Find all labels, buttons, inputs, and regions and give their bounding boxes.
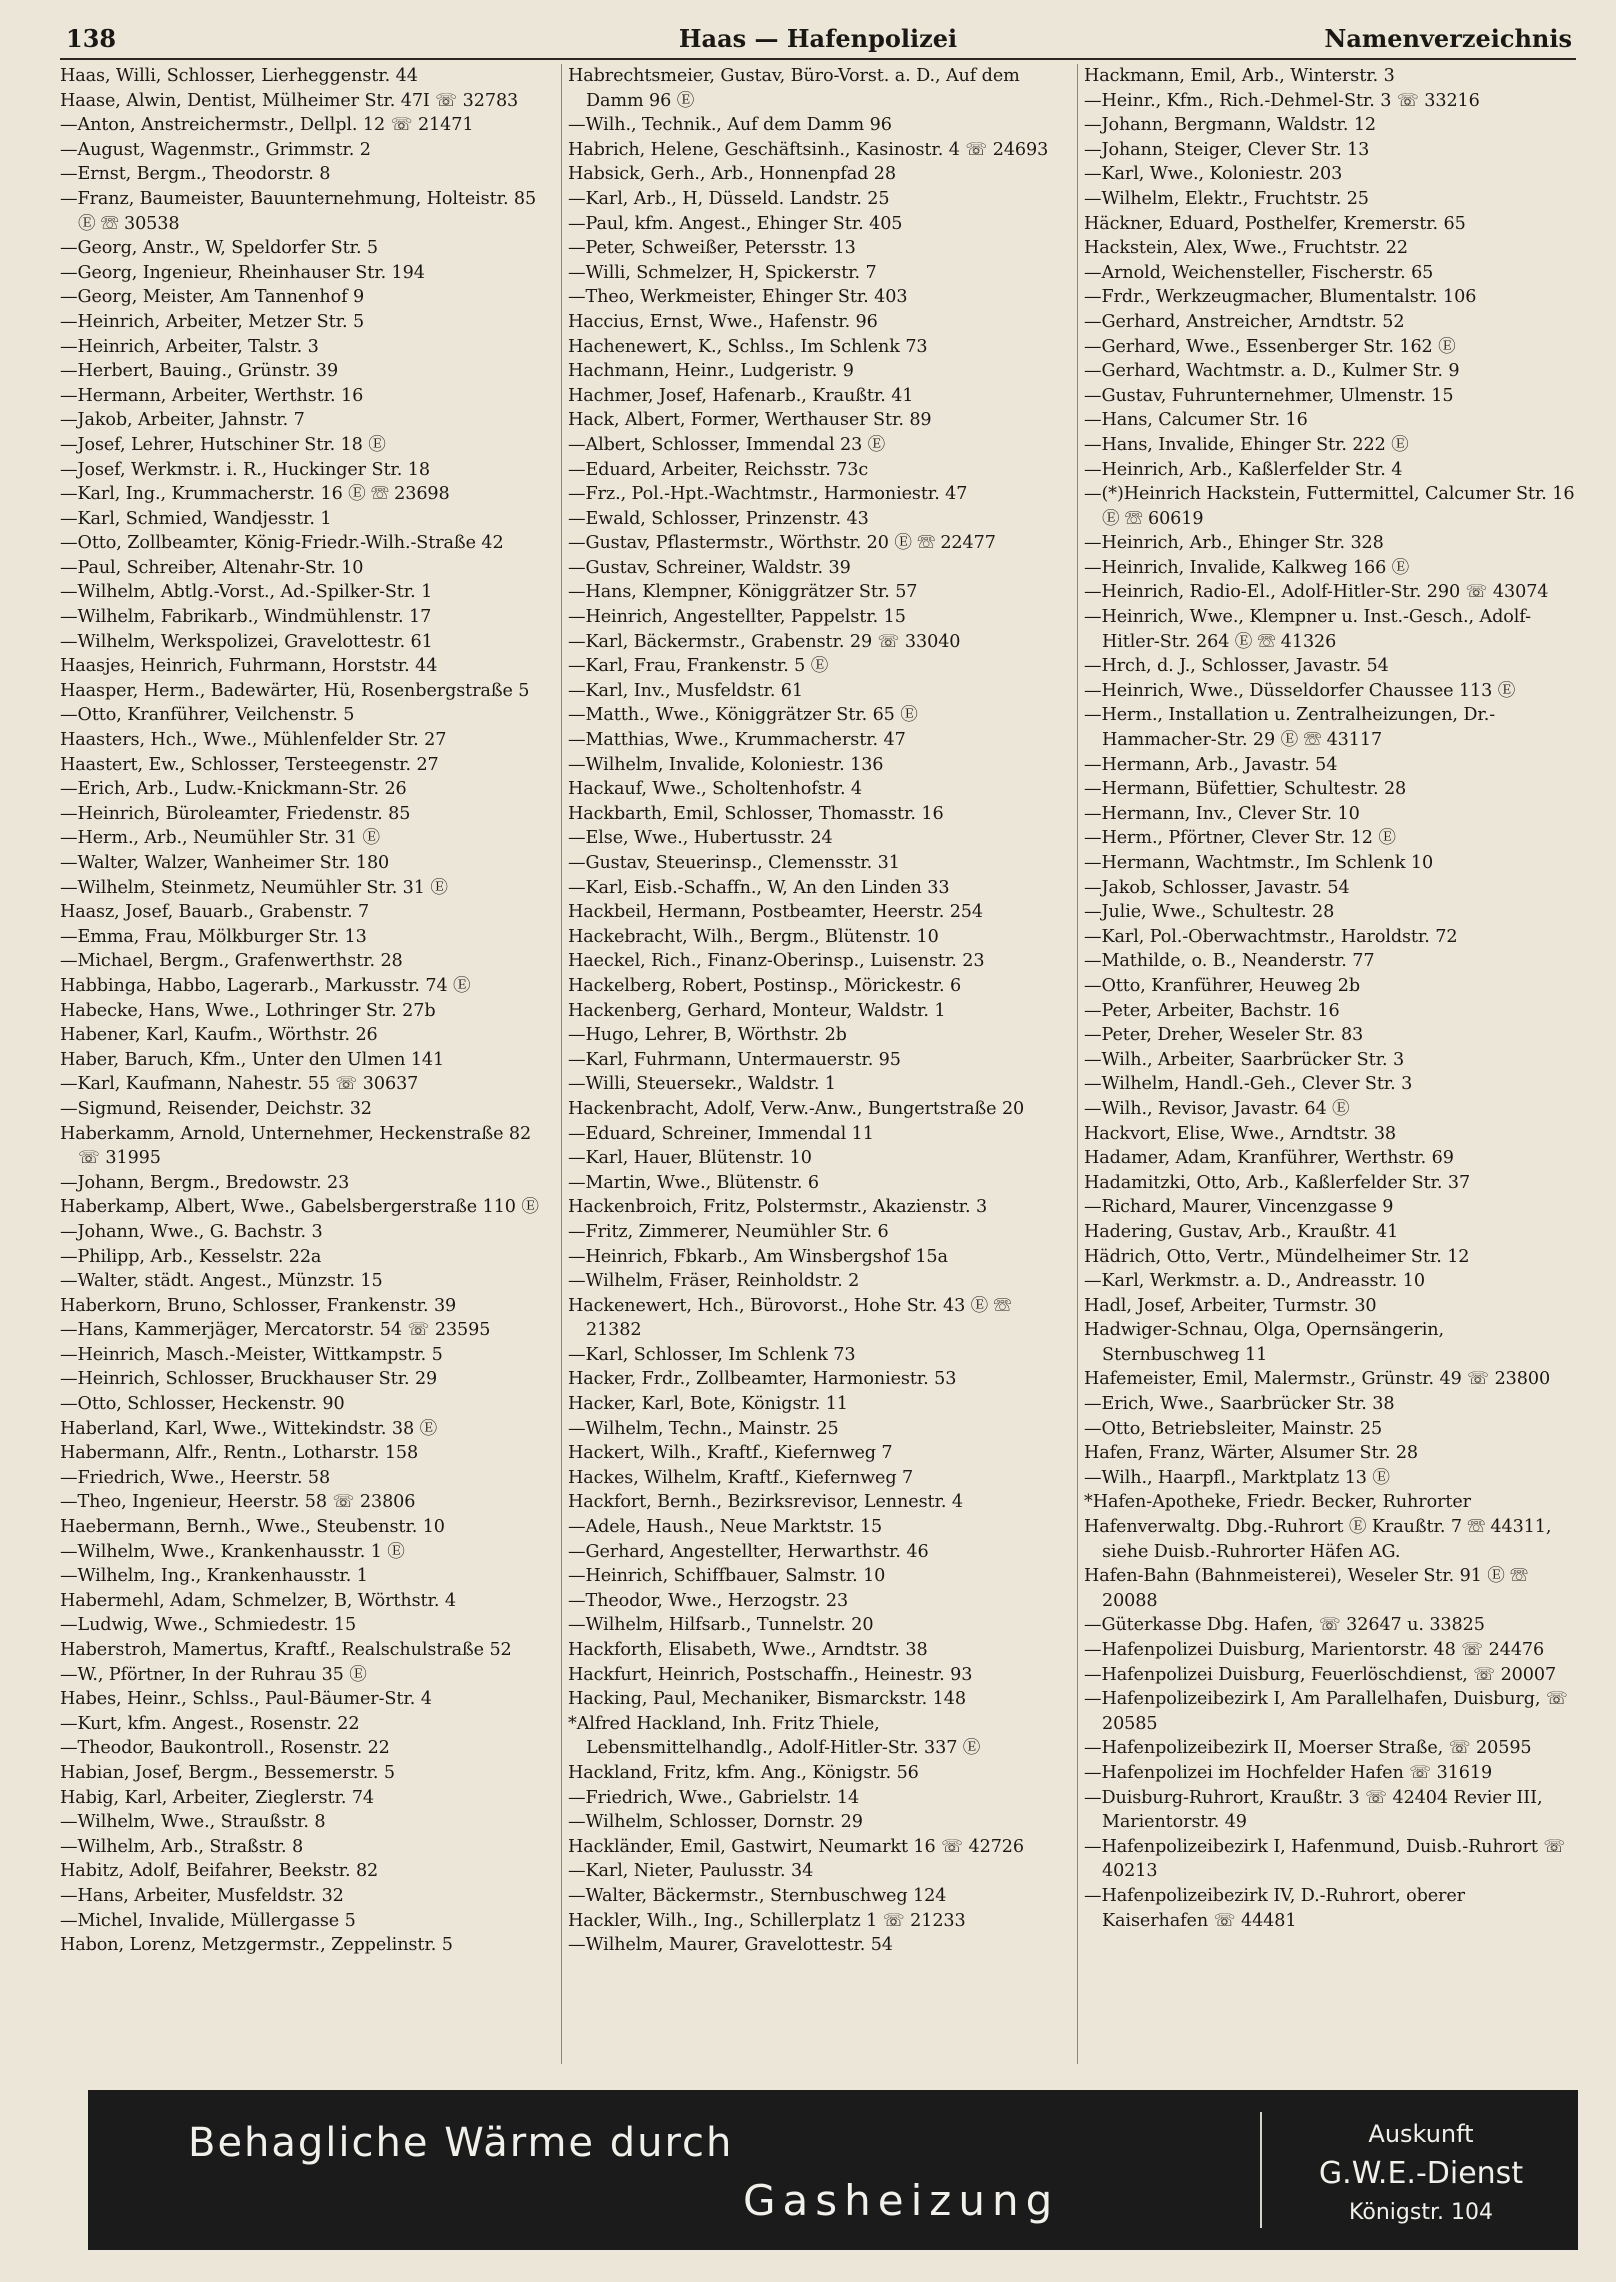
- directory-entry: Hackfort, Bernh., Bezirksrevisor, Lennestr. 4: [568, 1492, 963, 1513]
- directory-entry: —Gerhard, Anstreicher, Arndtstr. 52: [1084, 311, 1405, 332]
- directory-entry: —Karl, Ing., Krummacherstr. 16 Ⓔ ☏ 23698: [60, 484, 450, 505]
- directory-entry: Hafen-Bahn (Bahnmeisterei), Weseler Str. 91 Ⓔ ☏ 20088: [1084, 1566, 1528, 1611]
- directory-entry: Hackforth, Elisabeth, Wwe., Arndtstr. 38: [568, 1640, 928, 1660]
- column-divider: [561, 64, 562, 2064]
- directory-entry: *Hafen-Apotheke, Friedr. Becker, Ruhrorter: [1084, 1492, 1471, 1513]
- directory-entry: Hafen, Franz, Wärter, Alsumer Str. 28: [1084, 1443, 1419, 1464]
- ad-address: Königstr. 104: [1349, 2200, 1493, 2225]
- directory-entry: —Wilhelm, Abtlg.-Vorst., Ad.-Spilker-Str. 1: [60, 582, 433, 603]
- directory-entry: —Heinrich, Arbeiter, Talstr. 3: [60, 336, 319, 357]
- directory-entry: —Erich, Arb., Ludw.-Knickmann-Str. 26: [60, 779, 407, 800]
- directory-entry: Hackenbroich, Fritz, Polstermstr., Akazienstr. 3: [568, 1197, 988, 1218]
- directory-entry: —Peter, Schweißer, Petersstr. 13: [568, 238, 856, 259]
- directory-entry: —Karl, Inv., Musfeldstr. 61: [568, 680, 803, 701]
- ad-info-label: Auskunft: [1368, 2120, 1474, 2148]
- directory-entry: Habian, Josef, Bergm., Bessemerstr. 5: [60, 1762, 395, 1783]
- directory-entry: Haberkamp, Albert, Wwe., Gabelsbergerstraße 110 Ⓔ: [60, 1197, 539, 1218]
- directory-entry: Haasters, Hch., Wwe., Mühlenfelder Str. 27: [60, 730, 447, 751]
- directory-entry: —Josef, Werkmstr. i. R., Huckinger Str. 18: [60, 459, 430, 480]
- directory-entry: —Willi, Schmelzer, H, Spickerstr. 7: [568, 262, 877, 283]
- column-divider: [1077, 64, 1078, 2064]
- directory-entry: —Heinrich, Radio-El., Adolf-Hitler-Str. 290 ☏ 43074: [1084, 582, 1549, 603]
- directory-entry: —Jakob, Arbeiter, Jahnstr. 7: [60, 410, 305, 431]
- directory-entry: —Heinrich, Masch.-Meister, Wittkampstr. 5: [60, 1344, 443, 1365]
- directory-entry: Habrechtsmeier, Gustav, Büro-Vorst. a. D., Auf dem Damm 96 Ⓔ: [568, 66, 1020, 111]
- directory-entry: —Wilhelm, Fabrikarb., Windmühlenstr. 17: [60, 607, 432, 628]
- directory-entry: —Willi, Steuersekr., Waldstr. 1: [568, 1074, 836, 1095]
- directory-entry: —Hafenpolizeibezirk IV, D.-Ruhrort, oberer Kaiserhafen ☏ 44481: [1084, 1885, 1465, 1931]
- directory-entry: Habermehl, Adam, Schmelzer, B, Wörthstr. 4: [60, 1590, 456, 1611]
- directory-entry: —Martin, Wwe., Blütenstr. 6: [568, 1172, 820, 1193]
- directory-entry: —Hugo, Lehrer, B, Wörthstr. 2b: [568, 1025, 847, 1046]
- directory-entry: Hackland, Fritz, kfm. Ang., Königstr. 56: [568, 1762, 919, 1783]
- directory-entry: —Hermann, Wachtmstr., Im Schlenk 10: [1084, 853, 1434, 873]
- directory-entry: —Friedrich, Wwe., Heerstr. 58: [60, 1467, 331, 1488]
- directory-entry: —Wilh., Arbeiter, Saarbrücker Str. 3: [1084, 1049, 1405, 1070]
- directory-entry: Habbinga, Habbo, Lagerarb., Markusstr. 74 Ⓔ: [60, 975, 471, 996]
- directory-entry: Hadl, Josef, Arbeiter, Turmstr. 30: [1084, 1295, 1377, 1316]
- directory-entry: Hackländer, Emil, Gastwirt, Neumarkt 16 ☏ 42726: [568, 1836, 1024, 1857]
- directory-entry: —Güterkasse Dbg. Hafen, ☏ 32647 u. 33825: [1084, 1615, 1485, 1636]
- directory-entry: —Adele, Haush., Neue Marktstr. 15: [568, 1517, 883, 1538]
- directory-entry: —Otto, Kranführer, Heuweg 2b: [1084, 975, 1361, 996]
- directory-entry: Hacker, Frdr., Zollbeamter, Harmoniestr. 53: [568, 1369, 957, 1390]
- directory-entry: —Gerhard, Wachtmstr. a. D., Kulmer Str. 9: [1084, 361, 1460, 382]
- directory-entry: Habecke, Hans, Wwe., Lothringer Str. 27b: [60, 1000, 436, 1021]
- directory-entry: —Gustav, Schreiner, Waldstr. 39: [568, 557, 851, 578]
- directory-entry: —Otto, Betriebsleiter, Mainstr. 25: [1084, 1418, 1383, 1439]
- directory-entry: —Emma, Frau, Mölkburger Str. 13: [60, 926, 367, 947]
- directory-entry: Hacking, Paul, Mechaniker, Bismarckstr. 148: [568, 1689, 966, 1710]
- directory-entry: Hafemeister, Emil, Malermstr., Grünstr. 49 ☏ 23800: [1084, 1369, 1551, 1390]
- directory-entry: —Gustav, Fuhrunternehmer, Ulmenstr. 15: [1084, 385, 1454, 406]
- directory-entry: —August, Wagenmstr., Grimmstr. 2: [60, 139, 371, 160]
- directory-entry: —Otto, Schlosser, Heckenstr. 90: [60, 1394, 345, 1415]
- directory-entry: Hachmann, Heinr., Ludgeristr. 9: [568, 361, 854, 382]
- directory-entry: Haberstroh, Mamertus, Kraftf., Realschulstraße 52: [60, 1640, 512, 1660]
- directory-entry: Haberland, Karl, Wwe., Wittekindstr. 38 Ⓔ: [60, 1418, 438, 1439]
- directory-entry: —Wilh., Revisor, Javastr. 64 Ⓔ: [1084, 1098, 1350, 1119]
- directory-entry: —Wilhelm, Maurer, Gravelottestr. 54: [568, 1935, 893, 1956]
- directory-entry: Hack, Albert, Former, Werthauser Str. 89: [568, 410, 932, 431]
- directory-entry: —Georg, Anstr., W, Speldorfer Str. 5: [60, 238, 379, 259]
- directory-entry: —Karl, Nieter, Paulusstr. 34: [568, 1861, 814, 1882]
- directory-entry: —Heinrich, Arb., Kaßlerfelder Str. 4: [1084, 459, 1403, 480]
- directory-entry: Hachenewert, K., Schlss., Im Schlenk 73: [568, 336, 928, 357]
- directory-entry: —Albert, Schlosser, Immendal 23 Ⓔ: [568, 434, 886, 455]
- page-number: 138: [66, 24, 117, 53]
- directory-entry: —Friedrich, Wwe., Gabrielstr. 14: [568, 1787, 860, 1808]
- directory-entry: —Josef, Lehrer, Hutschiner Str. 18 Ⓔ: [60, 434, 386, 455]
- directory-entry: —Theo, Werkmeister, Ehinger Str. 403: [568, 287, 908, 308]
- directory-entry: Hackfurt, Heinrich, Postschaffn., Heinestr. 93: [568, 1664, 973, 1685]
- ad-divider: [1260, 2112, 1262, 2228]
- directory-entry: —Georg, Ingenieur, Rheinhauser Str. 194: [60, 262, 425, 283]
- directory-entry: —Karl, Kaufmann, Nahestr. 55 ☏ 30637: [60, 1074, 419, 1095]
- directory-entry: —Franz, Baumeister, Bauunternehmung, Holteistr. 85 Ⓔ ☏ 30538: [60, 188, 537, 234]
- directory-entry: —Wilhelm, Steinmetz, Neumühler Str. 31 Ⓔ: [60, 877, 448, 898]
- directory-entry: Haccius, Ernst, Wwe., Hafenstr. 96: [568, 311, 878, 332]
- directory-entry: —Matthias, Wwe., Krummacherstr. 47: [568, 730, 906, 751]
- directory-entry: Haasjes, Heinrich, Fuhrmann, Horststr. 44: [60, 656, 438, 677]
- directory-entry: Hackenewert, Hch., Bürovorst., Hohe Str. 43 Ⓔ ☏ 21382: [568, 1295, 1012, 1341]
- directory-entry: Hadwiger-Schnau, Olga, Opernsängerin, Sternbuschweg 11: [1084, 1320, 1444, 1365]
- directory-entry: —Otto, Kranführer, Veilchenstr. 5: [60, 705, 355, 726]
- directory-entry: Hadamitzki, Otto, Arb., Kaßlerfelder Str. 37: [1084, 1172, 1471, 1193]
- directory-entry: Hachmer, Josef, Hafenarb., Kraußtr. 41: [568, 385, 914, 406]
- directory-entry: —Ewald, Schlosser, Prinzenstr. 43: [568, 508, 869, 529]
- directory-entry: —Heinrich, Schiffbauer, Salmstr. 10: [568, 1566, 886, 1587]
- directory-entry: —Wilh., Technik., Auf dem Damm 96: [568, 115, 892, 136]
- directory-entry: —Else, Wwe., Hubertusstr. 24: [568, 828, 833, 849]
- directory-entry: —Heinrich, Büroleamter, Friedenstr. 85: [60, 803, 411, 824]
- directory-entry: Hackbarth, Emil, Schlosser, Thomasstr. 16: [568, 803, 944, 824]
- directory-entry: —Michel, Invalide, Müllergasse 5: [60, 1910, 356, 1931]
- directory-entry: —Wilhelm, Fräser, Reinholdstr. 2: [568, 1271, 860, 1292]
- directory-entry: —Fritz, Zimmerer, Neumühler Str. 6: [568, 1221, 889, 1242]
- directory-entry: —Richard, Maurer, Vincenzgasse 9: [1084, 1197, 1394, 1218]
- directory-entry: —Theodor, Wwe., Herzogstr. 23: [568, 1590, 849, 1611]
- directory-entry: —Karl, Eisb.-Schaffn., W, An den Linden 33: [568, 877, 950, 898]
- directory-entry: Haastert, Ew., Schlosser, Tersteegenstr. 27: [60, 754, 439, 775]
- directory-entry: —Wilh., Haarpfl., Marktplatz 13 Ⓔ: [1084, 1467, 1390, 1488]
- directory-entry: Haasz, Josef, Bauarb., Grabenstr. 7: [60, 902, 370, 923]
- gas-heating-advertisement: [88, 2090, 1578, 2250]
- directory-entry: —Sigmund, Reisender, Deichstr. 32: [60, 1098, 372, 1119]
- directory-entry: Haber, Baruch, Kfm., Unter den Ulmen 141: [60, 1049, 445, 1070]
- directory-entry: —Wilhelm, Hilfsarb., Tunnelstr. 20: [568, 1615, 874, 1636]
- directory-entry: Hadering, Gustav, Arb., Kraußtr. 41: [1084, 1221, 1399, 1242]
- directory-entry: —Herm., Arb., Neumühler Str. 31 Ⓔ: [60, 828, 380, 849]
- directory-entry: Haeckel, Rich., Finanz-Oberinsp., Luisenstr. 23: [568, 951, 985, 972]
- directory-entry: —Wilhelm, Wwe., Krankenhausstr. 1 Ⓔ: [60, 1541, 405, 1562]
- directory-entry: Hackenbracht, Adolf, Verw.-Anw., Bungertstraße 20: [568, 1098, 1025, 1119]
- directory-entry: —Walter, Walzer, Wanheimer Str. 180: [60, 853, 390, 873]
- directory-entry: —Hermann, Inv., Clever Str. 10: [1084, 803, 1360, 824]
- directory-entry: —Paul, kfm. Angest., Ehinger Str. 405: [568, 213, 903, 234]
- directory-entry: —Hafenpolizei Duisburg, Feuerlöschdienst, ☏ 20007: [1084, 1664, 1557, 1685]
- directory-entry: —Karl, Wwe., Koloniestr. 203: [1084, 164, 1343, 185]
- directory-entry: Haase, Alwin, Dentist, Mülheimer Str. 47I ☏ 32783: [60, 90, 519, 111]
- directory-entry: Hackes, Wilhelm, Kraftf., Kiefernweg 7: [568, 1467, 914, 1488]
- directory-entry: Hädrich, Otto, Vertr., Mündelheimer Str. 12: [1084, 1246, 1470, 1267]
- directory-entry: —Johann, Steiger, Clever Str. 13: [1084, 139, 1370, 160]
- directory-entry: —Hafenpolizeibezirk II, Moerser Straße, ☏ 20595: [1084, 1738, 1532, 1759]
- directory-entry: —Heinrich, Schlosser, Bruckhauser Str. 29: [60, 1369, 438, 1390]
- directory-entry: —Georg, Meister, Am Tannenhof 9: [60, 287, 365, 308]
- directory-entry: Habes, Heinr., Schlss., Paul-Bäumer-Str. 4: [60, 1689, 432, 1710]
- directory-column-1: [60, 64, 556, 2064]
- directory-entry: —Hans, Calcumer Str. 16: [1084, 410, 1308, 431]
- directory-entry: —Wilhelm, Elektr., Fruchtstr. 25: [1084, 188, 1369, 209]
- directory-entry: Habon, Lorenz, Metzgermstr., Zeppelinstr. 5: [60, 1935, 453, 1956]
- directory-entry: Hafenverwaltg. Dbg.-Ruhrort Ⓔ Kraußtr. 7 ☏ 44311, siehe Duisb.-Ruhrorter Häfen AG.: [1084, 1517, 1552, 1562]
- directory-entry: —Karl, Bäckermstr., Grabenstr. 29 ☏ 33040: [568, 631, 961, 652]
- directory-entry: Hackstein, Alex, Wwe., Fruchtstr. 22: [1084, 238, 1408, 259]
- directory-entry: —Heinrich, Wwe., Düsseldorfer Chaussee 113 Ⓔ: [1084, 680, 1516, 701]
- directory-entry: —Johann, Bergmann, Waldstr. 12: [1084, 115, 1377, 136]
- directory-entry: —Peter, Dreher, Weseler Str. 83: [1084, 1025, 1364, 1046]
- directory-entry: —Hafenpolizeibezirk I, Am Parallelhafen, Duisburg, ☏ 20585: [1084, 1689, 1568, 1734]
- directory-entry: —Hermann, Arbeiter, Werthstr. 16: [60, 385, 364, 406]
- directory-entry: —Herm., Pförtner, Clever Str. 12 Ⓔ: [1084, 828, 1396, 849]
- directory-entry: —Hans, Invalide, Ehinger Str. 222 Ⓔ: [1084, 434, 1409, 455]
- directory-entry: —Karl, Arb., H, Düsseld. Landstr. 25: [568, 188, 890, 209]
- directory-entry: Haasper, Herm., Badewärter, Hü, Rosenbergstraße 5: [60, 680, 530, 701]
- directory-entry: —Hafenpolizeibezirk I, Hafenmund, Duisb.-Ruhrort ☏ 40213: [1084, 1836, 1566, 1882]
- directory-entry: —Hafenpolizei im Hochfelder Hafen ☏ 31619: [1084, 1762, 1493, 1783]
- directory-entry: —Wilhelm, Techn., Mainstr. 25: [568, 1418, 839, 1439]
- directory-entry: —Hans, Arbeiter, Musfeldstr. 32: [60, 1885, 344, 1906]
- directory-entry: Hackmann, Emil, Arb., Winterstr. 3: [1084, 66, 1395, 86]
- directory-entry: —Mathilde, o. B., Neanderstr. 77: [1084, 951, 1375, 972]
- directory-entry: —Hafenpolizei Duisburg, Marientorstr. 48 ☏ 24476: [1084, 1640, 1545, 1660]
- directory-entry: Haebermann, Bernh., Wwe., Steubenstr. 10: [60, 1517, 445, 1538]
- directory-entry: —Gerhard, Wwe., Essenberger Str. 162 Ⓔ: [1084, 336, 1456, 357]
- directory-entry: —Walter, Bäckermstr., Sternbuschweg 124: [568, 1885, 947, 1906]
- directory-entry: —Heinrich, Fbkarb., Am Winsbergshof 15a: [568, 1246, 948, 1267]
- directory-entry: —Frdr., Werkzeugmacher, Blumentalstr. 106: [1084, 287, 1477, 308]
- ad-product: Gasheizung: [743, 2176, 1060, 2225]
- directory-entry: —Matth., Wwe., Königgrätzer Str. 65 Ⓔ: [568, 705, 918, 726]
- directory-entry: Habitz, Adolf, Beifahrer, Beekstr. 82: [60, 1861, 379, 1882]
- directory-entry: —Karl, Werkmstr. a. D., Andreasstr. 10: [1084, 1271, 1425, 1292]
- directory-entry: Hackenberg, Gerhard, Monteur, Waldstr. 1: [568, 1000, 946, 1021]
- directory-entry: —Karl, Hauer, Blütenstr. 10: [568, 1148, 812, 1169]
- directory-entry: —Theo, Ingenieur, Heerstr. 58 ☏ 23806: [60, 1492, 416, 1513]
- directory-entry: Hacker, Karl, Bote, Königstr. 11: [568, 1394, 848, 1415]
- directory-entry: —Heinrich, Arb., Ehinger Str. 328: [1084, 533, 1384, 554]
- directory-entry: —Wilhelm, Ing., Krankenhausstr. 1: [60, 1566, 368, 1587]
- directory-entry: —Gustav, Pflastermstr., Wörthstr. 20 Ⓔ ☏ 22477: [568, 533, 996, 554]
- directory-entry: —Theodor, Baukontroll., Rosenstr. 22: [60, 1738, 390, 1759]
- directory-entry: Habermann, Alfr., Rentn., Lotharstr. 158: [60, 1443, 419, 1464]
- directory-entry: —Gerhard, Angestellter, Herwarthstr. 46: [568, 1541, 929, 1562]
- directory-entry: —Karl, Pol.-Oberwachtmstr., Haroldstr. 72: [1084, 926, 1458, 947]
- directory-entry: Habsick, Gerh., Arb., Honnenpfad 28: [568, 164, 896, 185]
- directory-entry: —Karl, Fuhrmann, Untermauerstr. 95: [568, 1049, 901, 1070]
- directory-entry: —Hans, Kammerjäger, Mercatorstr. 54 ☏ 23595: [60, 1320, 491, 1341]
- directory-entry: —Karl, Schlosser, Im Schlenk 73: [568, 1344, 856, 1365]
- directory-entry: Häckner, Eduard, Posthelfer, Kremerstr. 65: [1084, 213, 1466, 234]
- directory-entry: —Herm., Installation u. Zentralheizungen, Dr.-Hammacher-Str. 29 Ⓔ ☏ 43117: [1084, 705, 1496, 751]
- directory-entry: —Eduard, Schreiner, Immendal 11: [568, 1123, 874, 1144]
- directory-entry: —Wilhelm, Wwe., Straußstr. 8: [60, 1812, 326, 1833]
- directory-entry: Habig, Karl, Arbeiter, Zieglerstr. 74: [60, 1787, 375, 1808]
- directory-entry: —Eduard, Arbeiter, Reichsstr. 73c: [568, 459, 869, 480]
- directory-entry: —Michael, Bergm., Grafenwerthstr. 28: [60, 951, 403, 972]
- directory-entry: —Heinrich, Invalide, Kalkweg 166 Ⓔ: [1084, 557, 1410, 578]
- directory-entry: Hackebracht, Wilh., Bergm., Blütenstr. 10: [568, 926, 939, 947]
- directory-entry: Hackbeil, Hermann, Postbeamter, Heerstr. 254: [568, 902, 983, 923]
- directory-entry: —Wilhelm, Schlosser, Dornstr. 29: [568, 1812, 863, 1833]
- page-header: [60, 18, 1576, 60]
- directory-entry: —Heinrich, Angestellter, Pappelstr. 15: [568, 607, 906, 628]
- directory-entry: —Walter, städt. Angest., Münzstr. 15: [60, 1271, 383, 1292]
- directory-entry: —Frz., Pol.-Hpt.-Wachtmstr., Harmoniestr. 47: [568, 484, 968, 505]
- directory-entry: Hackauf, Wwe., Scholtenhofstr. 4: [568, 779, 863, 800]
- directory-entry: —(*)Heinrich Hackstein, Futtermittel, Calcumer Str. 16 Ⓔ ☏ 60619: [1084, 484, 1575, 529]
- directory-entry: —Heinrich, Arbeiter, Metzer Str. 5: [60, 311, 365, 332]
- directory-entry: Haas, Willi, Schlosser, Lierheggenstr. 44: [60, 66, 418, 86]
- directory-entry: Haberkorn, Bruno, Schlosser, Frankenstr. 39: [60, 1295, 457, 1316]
- directory-entry: —W., Pförtner, In der Ruhrau 35 Ⓔ: [60, 1664, 367, 1685]
- directory-entry: —Julie, Wwe., Schultestr. 28: [1084, 902, 1335, 923]
- directory-entry: —Hrch, d. J., Schlosser, Javastr. 54: [1084, 656, 1389, 677]
- ad-headline: Behagliche Wärme durch: [188, 2120, 734, 2166]
- section-title: Namenverzeichnis: [1324, 24, 1572, 53]
- directory-entry: Hackelberg, Robert, Postinsp., Mörickestr. 6: [568, 975, 962, 996]
- directory-entry: —Karl, Frau, Frankenstr. 5 Ⓔ: [568, 656, 829, 677]
- directory-entry: —Wilhelm, Handl.-Geh., Clever Str. 3: [1084, 1074, 1413, 1095]
- directory-entry: —Wilhelm, Werkspolizei, Gravelottestr. 61: [60, 631, 433, 652]
- directory-entry: —Ernst, Bergm., Theodorstr. 8: [60, 164, 331, 185]
- directory-entry: —Hans, Klempner, Königgrätzer Str. 57: [568, 582, 918, 603]
- directory-entry: —Peter, Arbeiter, Bachstr. 16: [1084, 1000, 1340, 1021]
- directory-entry: —Hermann, Büfettier, Schultestr. 28: [1084, 779, 1407, 800]
- directory-entry: —Karl, Schmied, Wandjesstr. 1: [60, 508, 332, 529]
- directory-column-2: [568, 64, 1072, 2064]
- directory-entry: Hadamer, Adam, Kranführer, Werthstr. 69: [1084, 1148, 1454, 1169]
- directory-entry: —Heinrich, Wwe., Klempner u. Inst.-Gesch., Adolf-Hitler-Str. 264 Ⓔ ☏ 41326: [1084, 607, 1531, 652]
- directory-entry: —Erich, Wwe., Saarbrücker Str. 38: [1084, 1394, 1395, 1415]
- ad-service-name: G.W.E.-Dienst: [1318, 2156, 1524, 2191]
- directory-entry: —Duisburg-Ruhrort, Kraußtr. 3 ☏ 42404 Revier III, Marientorstr. 49: [1084, 1787, 1543, 1833]
- directory-entry: Hackert, Wilh., Kraftf., Kiefernweg 7: [568, 1443, 893, 1464]
- directory-entry: *Alfred Hackland, Inh. Fritz Thiele, Lebensmittelhandlg., Adolf-Hitler-Str. 337 Ⓔ: [568, 1713, 981, 1759]
- directory-entry: —Arnold, Weichensteller, Fischerstr. 65: [1084, 262, 1434, 283]
- directory-entry: Habener, Karl, Kaufm., Wörthstr. 26: [60, 1025, 378, 1046]
- directory-entry: —Paul, Schreiber, Altenahr-Str. 10: [60, 557, 364, 578]
- directory-entry: Haberkamm, Arnold, Unternehmer, Heckenstraße 82 ☏ 31995: [60, 1123, 532, 1169]
- directory-entry: —Hermann, Arb., Javastr. 54: [1084, 754, 1338, 775]
- directory-entry: —Gustav, Steuerinsp., Clemensstr. 31: [568, 853, 900, 873]
- directory-entry: Habrich, Helene, Geschäftsinh., Kasinostr. 4 ☏ 24693: [568, 139, 1049, 160]
- directory-entry: —Wilhelm, Arb., Straßstr. 8: [60, 1836, 304, 1857]
- directory-entry: —Herbert, Bauing., Grünstr. 39: [60, 361, 339, 382]
- directory-column-3: [1084, 64, 1576, 2064]
- directory-entry: Hackler, Wilh., Ing., Schillerplatz 1 ☏ 21233: [568, 1910, 966, 1931]
- directory-entry: —Jakob, Schlosser, Javastr. 54: [1084, 877, 1350, 898]
- directory-entry: —Anton, Anstreichermstr., Dellpl. 12 ☏ 21471: [60, 115, 474, 136]
- directory-entry: —Heinr., Kfm., Rich.-Dehmel-Str. 3 ☏ 33216: [1084, 90, 1480, 111]
- page-title: Haas — Hafenpolizei: [678, 24, 958, 53]
- directory-entry: —Philipp, Arb., Kesselstr. 22a: [60, 1246, 322, 1267]
- directory-entry: —Otto, Zollbeamter, König-Friedr.-Wilh.-Straße 42: [60, 533, 504, 554]
- directory-entry: —Johann, Bergm., Bredowstr. 23: [60, 1172, 350, 1193]
- directory-entry: Hackvort, Elise, Wwe., Arndtstr. 38: [1084, 1123, 1397, 1144]
- directory-entry: —Kurt, kfm. Angest., Rosenstr. 22: [60, 1713, 360, 1734]
- directory-entry: —Wilhelm, Invalide, Koloniestr. 136: [568, 754, 884, 775]
- directory-entry: —Johann, Wwe., G. Bachstr. 3: [60, 1221, 323, 1242]
- directory-entry: —Ludwig, Wwe., Schmiedestr. 15: [60, 1615, 357, 1636]
